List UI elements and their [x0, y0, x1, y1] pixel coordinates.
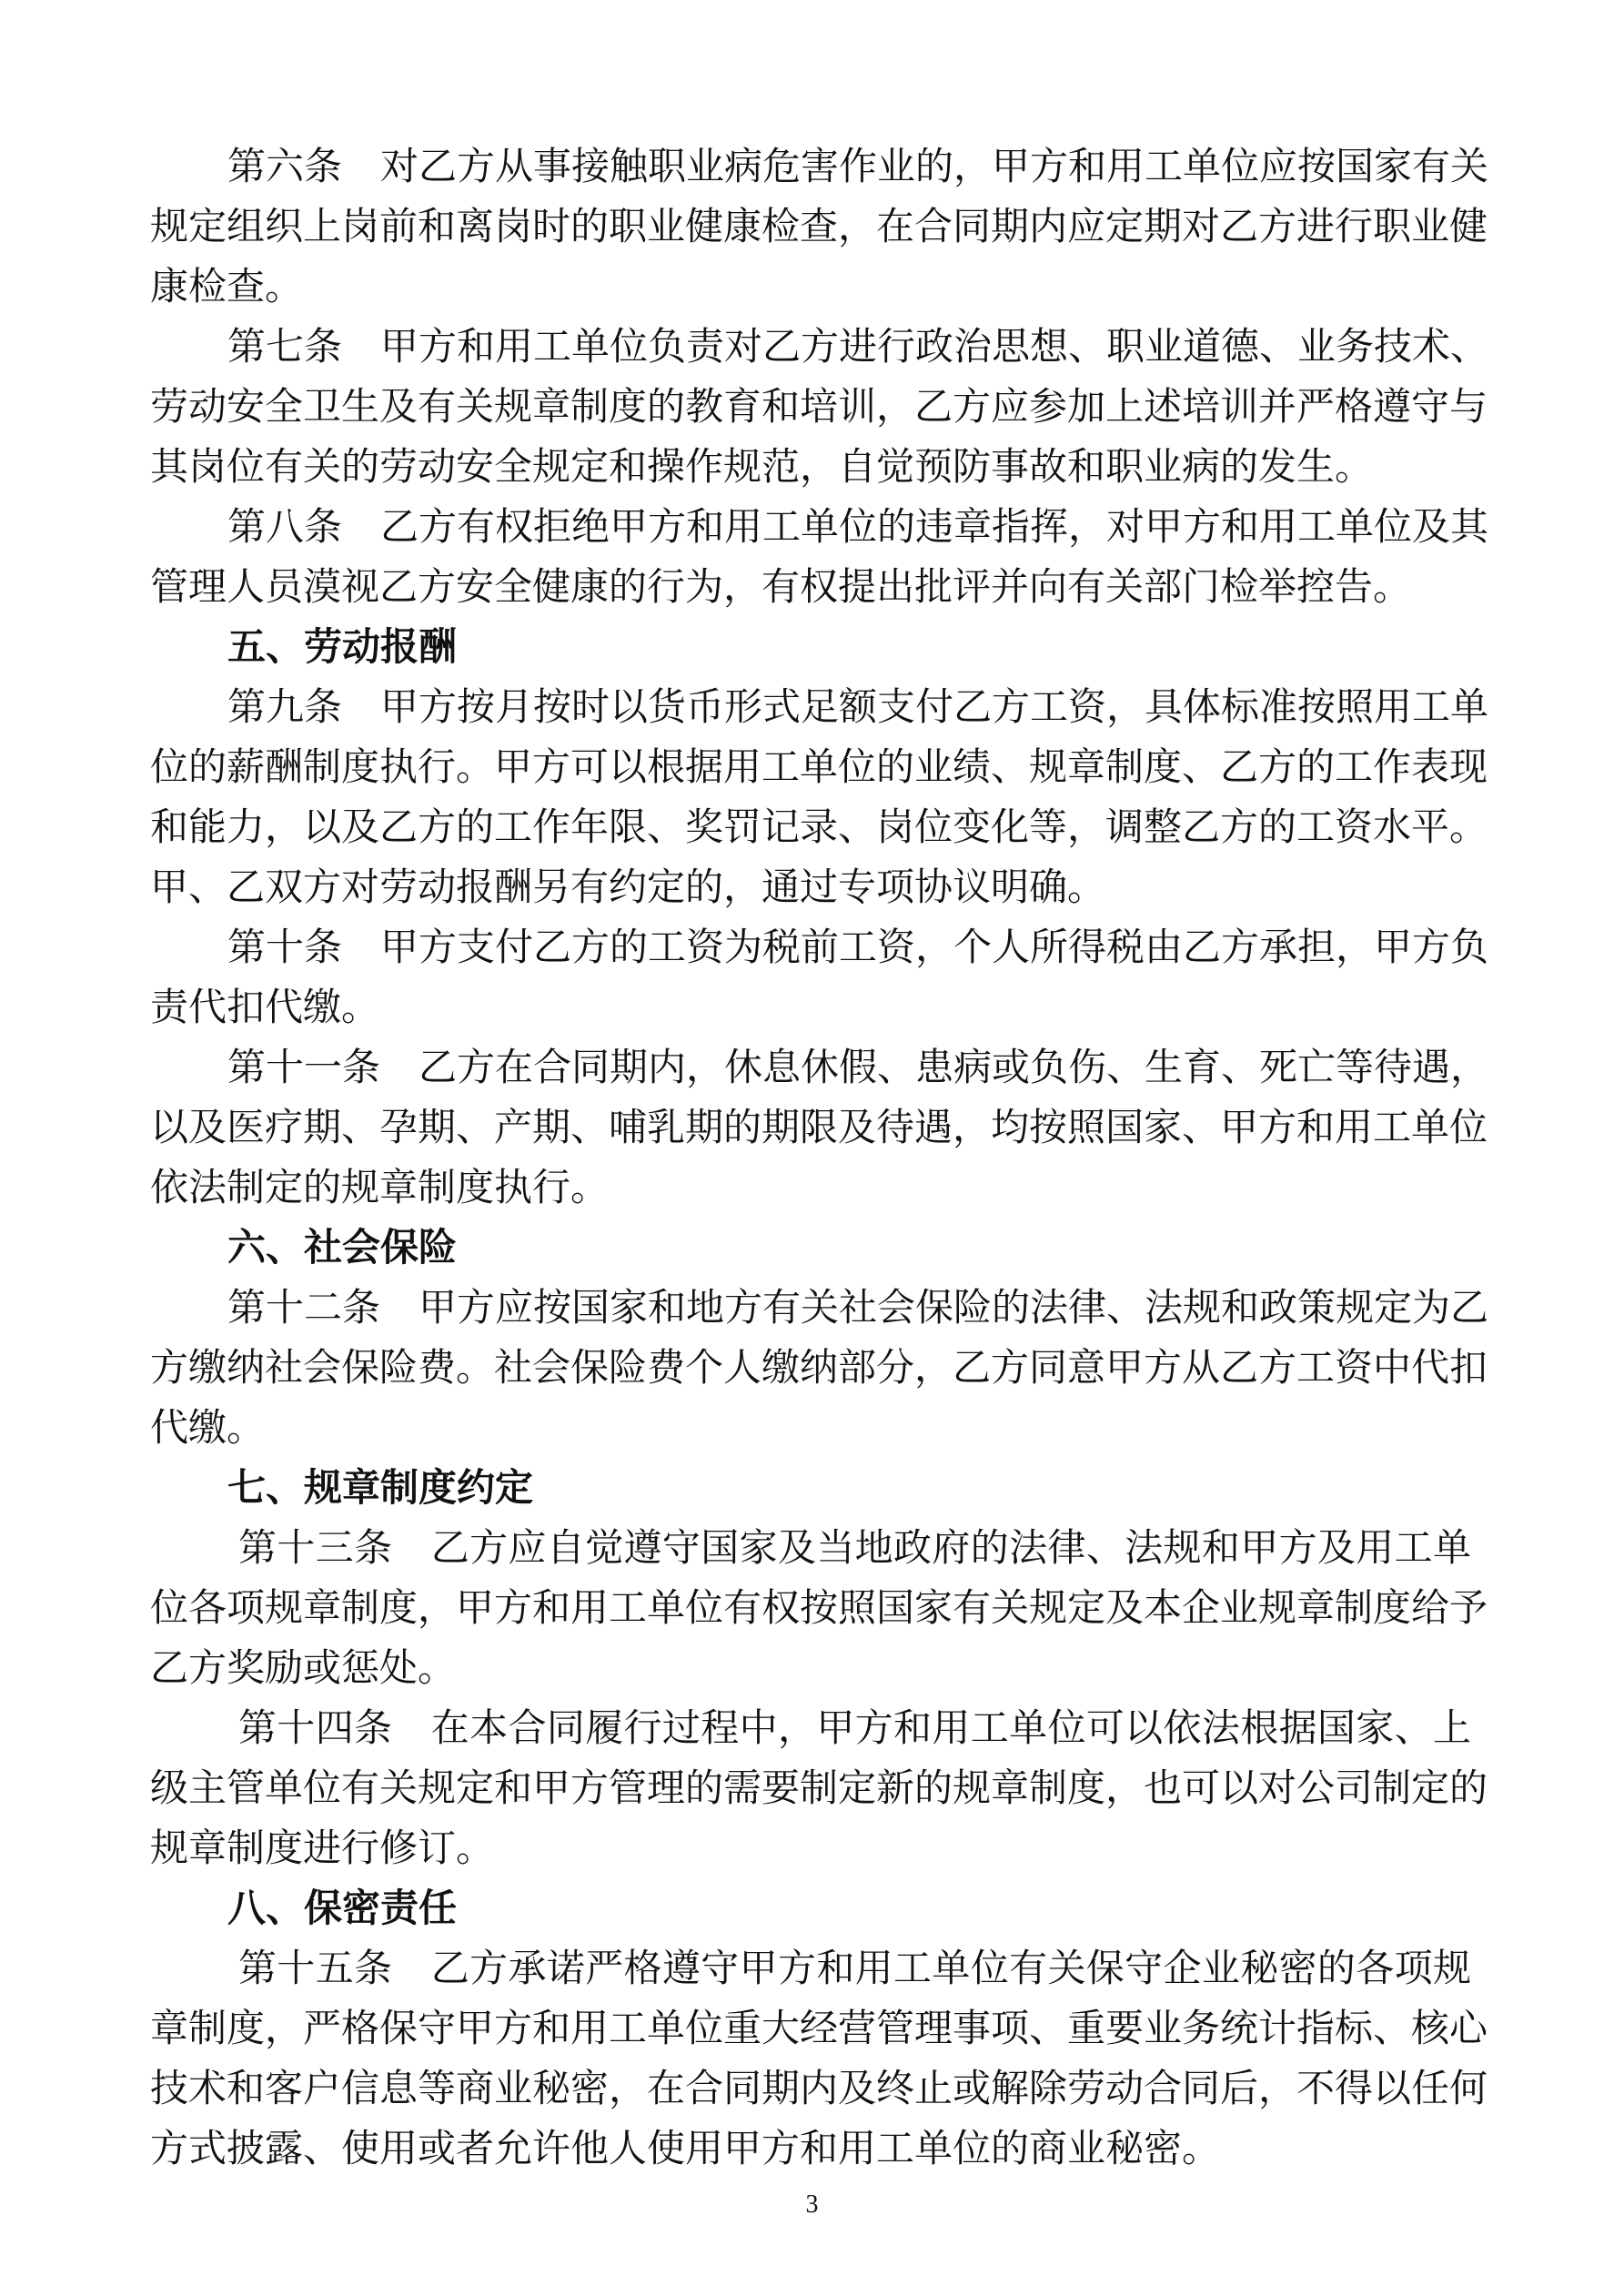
- paragraph-line: 其岗位有关的劳动安全规定和操作规范，自觉预防事故和职业病的发生。: [150, 444, 1374, 489]
- page-number: 3: [805, 2190, 819, 2219]
- paragraph-line: 位的薪酬制度执行。甲方可以根据用工单位的业绩、规章制度、乙方的工作表现: [150, 744, 1488, 789]
- section-heading: 八、保密责任: [227, 1886, 458, 1930]
- paragraph-line: 第十条 甲方支付乙方的工资为税前工资，个人所得税由乙方承担，甲方负: [227, 925, 1489, 969]
- paragraph-line: 第十二条 甲方应按国家和地方有关社会保险的法律、法规和政策规定为乙: [227, 1285, 1489, 1330]
- paragraph-line: 位各项规章制度，甲方和用工单位有权按照国家有关规定及本企业规章制度给予: [150, 1585, 1488, 1630]
- paragraph-line: 方缴纳社会保险费。社会保险费个人缴纳部分，乙方同意甲方从乙方工资中代扣: [150, 1345, 1488, 1390]
- paragraph-line: 劳动安全卫生及有关规章制度的教育和培训，乙方应参加上述培训并严格遵守与: [150, 384, 1488, 429]
- paragraph-line: 责代扣代缴。: [150, 985, 380, 1029]
- paragraph-line: 管理人员漠视乙方安全健康的行为，有权提出批评并向有关部门检举控告。: [150, 564, 1412, 609]
- section-heading: 五、劳动报酬: [227, 624, 458, 669]
- paragraph-line: 技术和客户信息等商业秘密，在合同期内及终止或解除劳动合同后，不得以任何: [150, 2066, 1488, 2110]
- paragraph-line: 第六条 对乙方从事接触职业病危害作业的，甲方和用工单位应按国家有关: [227, 144, 1489, 188]
- section-heading: 六、社会保险: [227, 1225, 458, 1269]
- paragraph-line: 第九条 甲方按月按时以货币形式足额支付乙方工资，具体标准按照用工单: [227, 684, 1489, 729]
- paragraph-line: 第七条 甲方和用工单位负责对乙方进行政治思想、职业道德、业务技术、: [227, 324, 1489, 369]
- paragraph-line: 和能力，以及乙方的工作年限、奖罚记录、岗位变化等，调整乙方的工资水平。: [150, 804, 1488, 849]
- paragraph-line: 第十四条 在本合同履行过程中，甲方和用工单位可以依法根据国家、上: [238, 1705, 1471, 1750]
- paragraph-line: 乙方奖励或惩处。: [150, 1645, 457, 1690]
- section-heading: 七、规章制度约定: [227, 1465, 534, 1510]
- paragraph-line: 甲、乙双方对劳动报酬另有约定的，通过专项协议明确。: [150, 865, 1106, 909]
- paragraph-line: 康检查。: [150, 264, 304, 308]
- paragraph-line: 级主管单位有关规定和甲方管理的需要制定新的规章制度，也可以对公司制定的: [150, 1765, 1488, 1810]
- paragraph-line: 规章制度进行修订。: [150, 1826, 495, 1870]
- paragraph-line: 以及医疗期、孕期、产期、哺乳期的期限及待遇，均按照国家、甲方和用工单位: [150, 1105, 1488, 1149]
- paragraph-line: 第十五条 乙方承诺严格遵守甲方和用工单位有关保守企业秘密的各项规: [238, 1946, 1471, 1990]
- paragraph-line: 方式披露、使用或者允许他人使用甲方和用工单位的商业秘密。: [150, 2126, 1221, 2170]
- paragraph-line: 规定组织上岗前和离岗时的职业健康检查，在合同期内应定期对乙方进行职业健: [150, 204, 1488, 248]
- paragraph-line: 第十一条 乙方在合同期内，休息休假、患病或负伤、生育、死亡等待遇，: [227, 1045, 1489, 1089]
- paragraph-line: 第八条 乙方有权拒绝甲方和用工单位的违章指挥，对甲方和用工单位及其: [227, 504, 1489, 549]
- paragraph-line: 依法制定的规章制度执行。: [150, 1165, 610, 1209]
- paragraph-line: 第十三条 乙方应自觉遵守国家及当地政府的法律、法规和甲方及用工单: [238, 1525, 1471, 1570]
- paragraph-line: 代缴。: [150, 1405, 266, 1450]
- paragraph-line: 章制度，严格保守甲方和用工单位重大经营管理事项、重要业务统计指标、核心: [150, 2006, 1488, 2050]
